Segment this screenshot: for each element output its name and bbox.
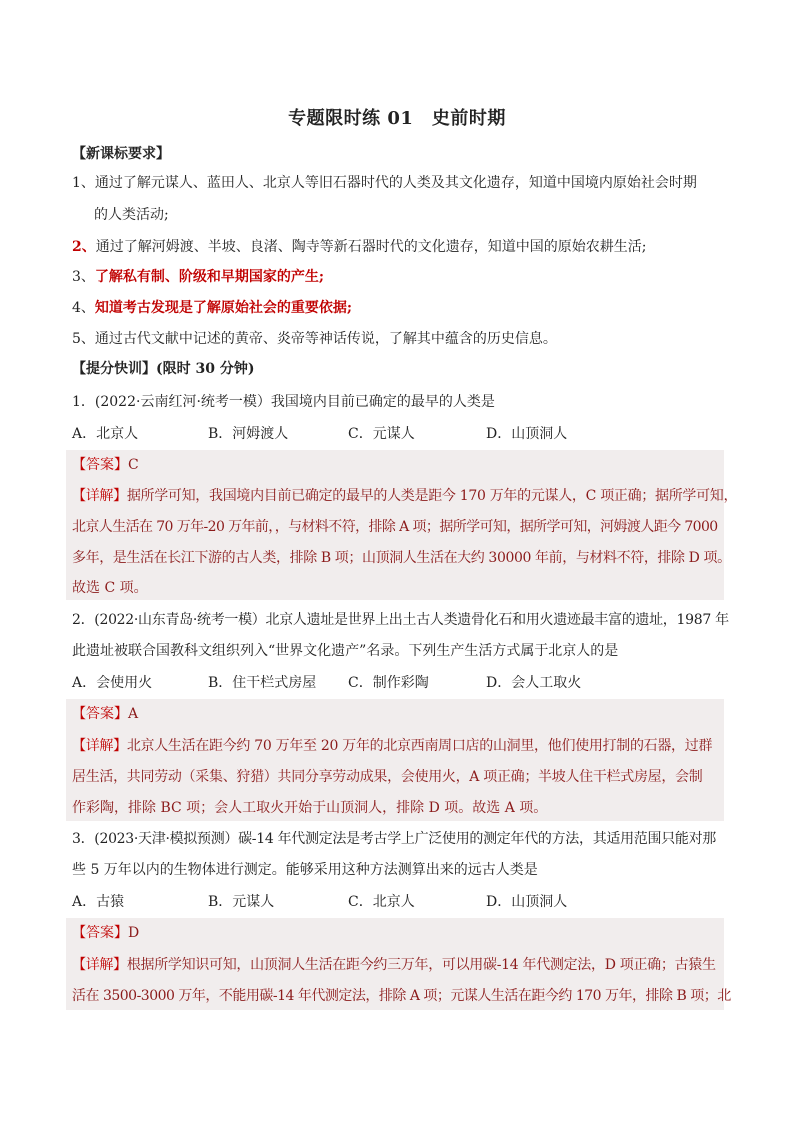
- detail-1-line-3: 多年，是生活在长江下游的古人类，排除 B 项；山顶洞人生活在大约 30000 年前，与材料不符，排除 D 项。: [72, 550, 731, 566]
- question-2-stem-line-1: 2．(2022·山东青岛·统考一模）北京人遗址是世界上出土古人类遗骨化石和用火遗迹最丰富的遗址，1987 年: [72, 612, 729, 628]
- section-heading-training: [72, 358, 732, 380]
- requirement-item-2: [72, 236, 732, 258]
- option-d: D．山顶洞人: [486, 426, 568, 442]
- question-3-stem-line-2: 些 5 万年以内的生物体进行测定。能够采用这种方法测算出来的远古人类是: [72, 862, 538, 878]
- answer-label: 【答案】: [72, 706, 128, 722]
- detail-text: 根据所学知识可知，山顶洞人生活在距今约三万年，可以用碳-14 年代测定法，D 项正确；古猿生: [126, 957, 716, 973]
- option-d: D．山顶洞人: [486, 894, 568, 910]
- answer-value: D: [128, 925, 140, 941]
- answer-2: [72, 703, 732, 725]
- heading-part: 【提分快训】(: [72, 361, 163, 377]
- heading-part: ): [247, 361, 255, 377]
- question-3-stem-line-1: 3．(2023·天津·模拟预测）碳-14 年代测定法是考古学上广泛使用的测定年代的方法，其适用范围只能对那: [72, 831, 716, 847]
- detail-1-line-4: 故选 C 项。: [72, 580, 148, 596]
- item-text: 通过古代文献中记述的黄帝、炎帝等神话传说，了解其中蕴含的历史信息。: [94, 331, 557, 347]
- answer-value: C: [128, 457, 139, 473]
- detail-1-line-2: 北京人生活在 70 万年-20 万年前，，与材料不符，排除 A 项；据所学可知，据所学可知，河姆渡人距今 7000: [72, 519, 718, 535]
- item-text: 知道考古发现是了解原始社会的重要依据;: [94, 300, 353, 316]
- detail-2-line-3: 作彩陶，排除 BC 项；会人工取火开始于山顶洞人，排除 D 项。故选 A 项。: [72, 800, 548, 816]
- option-c: C．北京人: [348, 894, 415, 910]
- detail-label: 【详解】: [72, 957, 127, 973]
- item-number: 3、: [72, 269, 95, 285]
- detail-3-line-1: [72, 954, 732, 976]
- section-heading-requirements: 【新课标要求】: [72, 146, 170, 162]
- option-b: B．河姆渡人: [208, 426, 289, 442]
- option-a: A．会使用火: [72, 675, 153, 691]
- item-number: 1、: [72, 175, 95, 191]
- time-limit: 限时 30 分钟: [162, 361, 248, 377]
- option-b: B．住干栏式房屋: [208, 675, 317, 691]
- detail-1-line-1: [72, 485, 738, 507]
- answer-value: A: [128, 706, 139, 722]
- requirement-item-3: [72, 266, 732, 288]
- requirement-item-1-cont: 的人类活动;: [94, 207, 169, 223]
- page-title: 专题限时练 01 史前时期: [288, 108, 506, 129]
- detail-text: 北京人生活在距今约 70 万年至 20 万年的北京西南周口店的山洞里，他们使用打制的石器，过群: [126, 738, 713, 754]
- answer-3: [72, 922, 732, 944]
- option-d: D．会人工取火: [486, 675, 582, 691]
- detail-2-line-1: [72, 735, 732, 757]
- item-number: 4、: [72, 300, 95, 316]
- answer-label: 【答案】: [72, 925, 128, 941]
- requirement-item-4: [72, 297, 732, 319]
- option-a: A．古猿: [72, 894, 125, 910]
- answer-1: [72, 454, 732, 476]
- option-a: A．北京人: [72, 426, 139, 442]
- item-number: 2、: [72, 239, 96, 255]
- item-text: 通过了解元谋人、蓝田人、北京人等旧石器时代的人类及其文化遗存，知道中国境内原始社会时期: [94, 175, 697, 191]
- detail-label: 【详解】: [72, 738, 127, 754]
- question-1-stem: 1．(2022·云南红河·统考一模）我国境内目前已确定的最早的人类是: [72, 394, 495, 410]
- detail-3-line-2: 活在 3500-3000 万年，不能用碳-14 年代测定法，排除 A 项；元谋人生活在距今约 170 万年，排除 B 项；北: [72, 988, 731, 1004]
- option-c: C．制作彩陶: [348, 675, 429, 691]
- option-b: B．元谋人: [208, 894, 275, 910]
- requirement-item-5: [72, 328, 732, 350]
- detail-2-line-2: 居生活，共同劳动（采集、狩猎）共同分享劳动成果，会使用火，A 项正确；半坡人住干栏式房屋，会制: [72, 769, 703, 785]
- option-c: C．元谋人: [348, 426, 415, 442]
- detail-label: 【详解】: [72, 488, 127, 504]
- requirement-item-1: [72, 172, 732, 194]
- item-text: 了解私有制、阶级和早期国家的产生;: [94, 269, 325, 285]
- detail-text: 据所学可知，我国境内目前已确定的最早的人类是距今 170 万年的元谋人，C 项正确；据所学可知，: [126, 488, 738, 504]
- item-number: 5、: [72, 331, 95, 347]
- question-2-stem-line-2: 此遗址被联合国教科文组织列入“世界文化遗产”名录。下列生产生活方式属于北京人的是: [72, 643, 619, 659]
- item-text: 通过了解河姆渡、半坡、良渚、陶寺等新石器时代的文化遗存，知道中国的原始农耕生活;: [95, 239, 647, 255]
- answer-label: 【答案】: [72, 457, 128, 473]
